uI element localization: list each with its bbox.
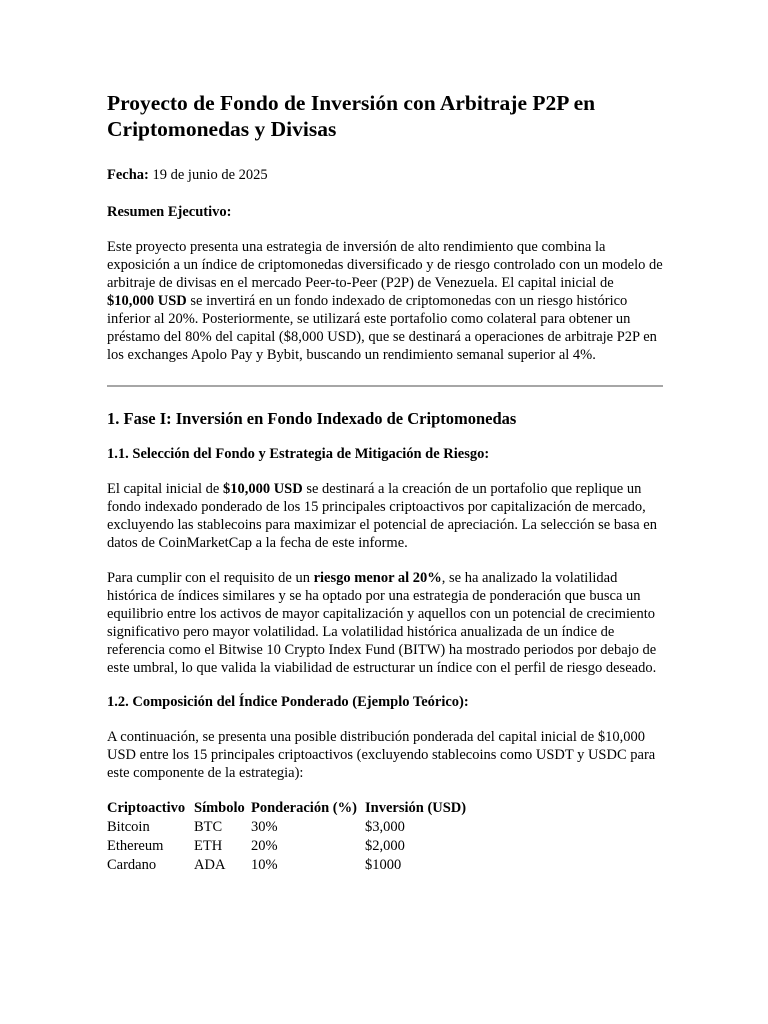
date-value: 19 de junio de 2025 — [152, 167, 268, 183]
date-line — [107, 166, 663, 184]
table-row — [107, 836, 475, 855]
date-label: Fecha: — [107, 167, 149, 183]
para2-text-1: Para cumplir con el requisito de un — [107, 570, 314, 586]
subsection-1-1-heading: 1.1. Selección del Fondo y Estrategia de Mitigación de Riesgo: — [107, 446, 490, 462]
document-title: Proyecto de Fondo de Inversión con Arbitraje P2P en Criptomonedas y Divisas — [107, 91, 596, 141]
table-cell: $3,000 — [365, 819, 405, 835]
section-divider — [107, 385, 663, 387]
table-header-cell: Símbolo — [194, 800, 245, 816]
table-header-cell: Inversión (USD) — [365, 800, 467, 816]
exec-text-2: se invertirá en un fondo indexado de criptomonedas con un riesgo histórico inferior al 20%. Posteriormente, se utilizará este portafolio como colateral para obtener un préstamo del 80% del capital ($8,000 USD), que se destinará a operaciones de arbitraje P2P en los exchanges Apolo Pay y Bybit, buscando un rendimiento semanal superior al 4%. — [107, 293, 657, 363]
document-page — [107, 90, 663, 874]
subsection-1-2-heading: 1.2. Composición del Índice Ponderado (Ejemplo Teórico): — [107, 694, 469, 710]
exec-text-1: Este proyecto presenta una estrategia de inversión de alto rendimiento que combina la exposición a un índice de criptomonedas diversificado y de riesgo controlado con un modelo de arbitraje de divisas en el mercado Peer-to-Peer (P2P) de Venezuela. El capital inicial de — [107, 239, 663, 291]
table-row — [107, 817, 475, 836]
table-cell: Ethereum — [107, 838, 164, 854]
table-cell: 10% — [251, 857, 278, 873]
table-row — [107, 855, 475, 874]
table-header-row — [107, 799, 475, 817]
subsection-1-2-paragraph: A continuación, se presenta una posible distribución ponderada del capital inicial de $10,000 USD entre los 15 principales criptoactivos (excluyendo stablecoins como USDT y USDC para este componente de la estrategia): — [107, 729, 656, 781]
table-cell: BTC — [194, 819, 223, 835]
table-header-cell: Ponderación (%) — [251, 800, 357, 816]
table-cell: Cardano — [107, 857, 157, 873]
executive-summary-heading: Resumen Ejecutivo: — [107, 204, 232, 220]
executive-summary-paragraph — [107, 238, 663, 364]
subsection-1-1-paragraph-1 — [107, 480, 663, 552]
para1-text-2: se destinará a la creación de un portafolio que replique un fondo indexado ponderado de los 15 principales criptoactivos por capitalización de mercado, excluyendo las stablecoins para maximizar el potencial de apreciación. La selección se basa en datos de CoinMarketCap a la fecha de este informe. — [107, 481, 657, 551]
allocation-table — [107, 799, 475, 874]
subsection-1-1-paragraph-2 — [107, 569, 663, 677]
para2-text-2: , se ha analizado la volatilidad histórica de índices similares y se ha optado por una estrategia de ponderación que busca un equilibrio entre los activos de mayor capitalización y aquellos con un potencial de crecimiento significativo pero mayor volatilidad. La volatilidad histórica anualizada de un índice de referencia como el Bitwise 10 Crypto Index Fund (BITW) ha mostrado periodos por debajo de este umbral, lo que valida la viabilidad de estructurar un índice con el perfil de riesgo deseado. — [107, 570, 657, 676]
table-cell: 20% — [251, 838, 278, 854]
para1-text-1: El capital inicial de — [107, 481, 223, 497]
table-header-cell: Criptoactivo — [107, 800, 186, 816]
table-cell: ADA — [194, 857, 226, 873]
table-cell: Bitcoin — [107, 819, 150, 835]
table-cell: $1000 — [365, 857, 402, 873]
exec-bold-capital: $10,000 USD — [107, 293, 187, 309]
section-1-heading: 1. Fase I: Inversión en Fondo Indexado de Criptomonedas — [107, 409, 517, 428]
para2-bold: riesgo menor al 20% — [313, 570, 442, 586]
table-cell: ETH — [194, 838, 223, 854]
para1-bold: $10,000 USD — [222, 481, 303, 497]
table-cell: 30% — [251, 819, 278, 835]
table-cell: $2,000 — [365, 838, 405, 854]
